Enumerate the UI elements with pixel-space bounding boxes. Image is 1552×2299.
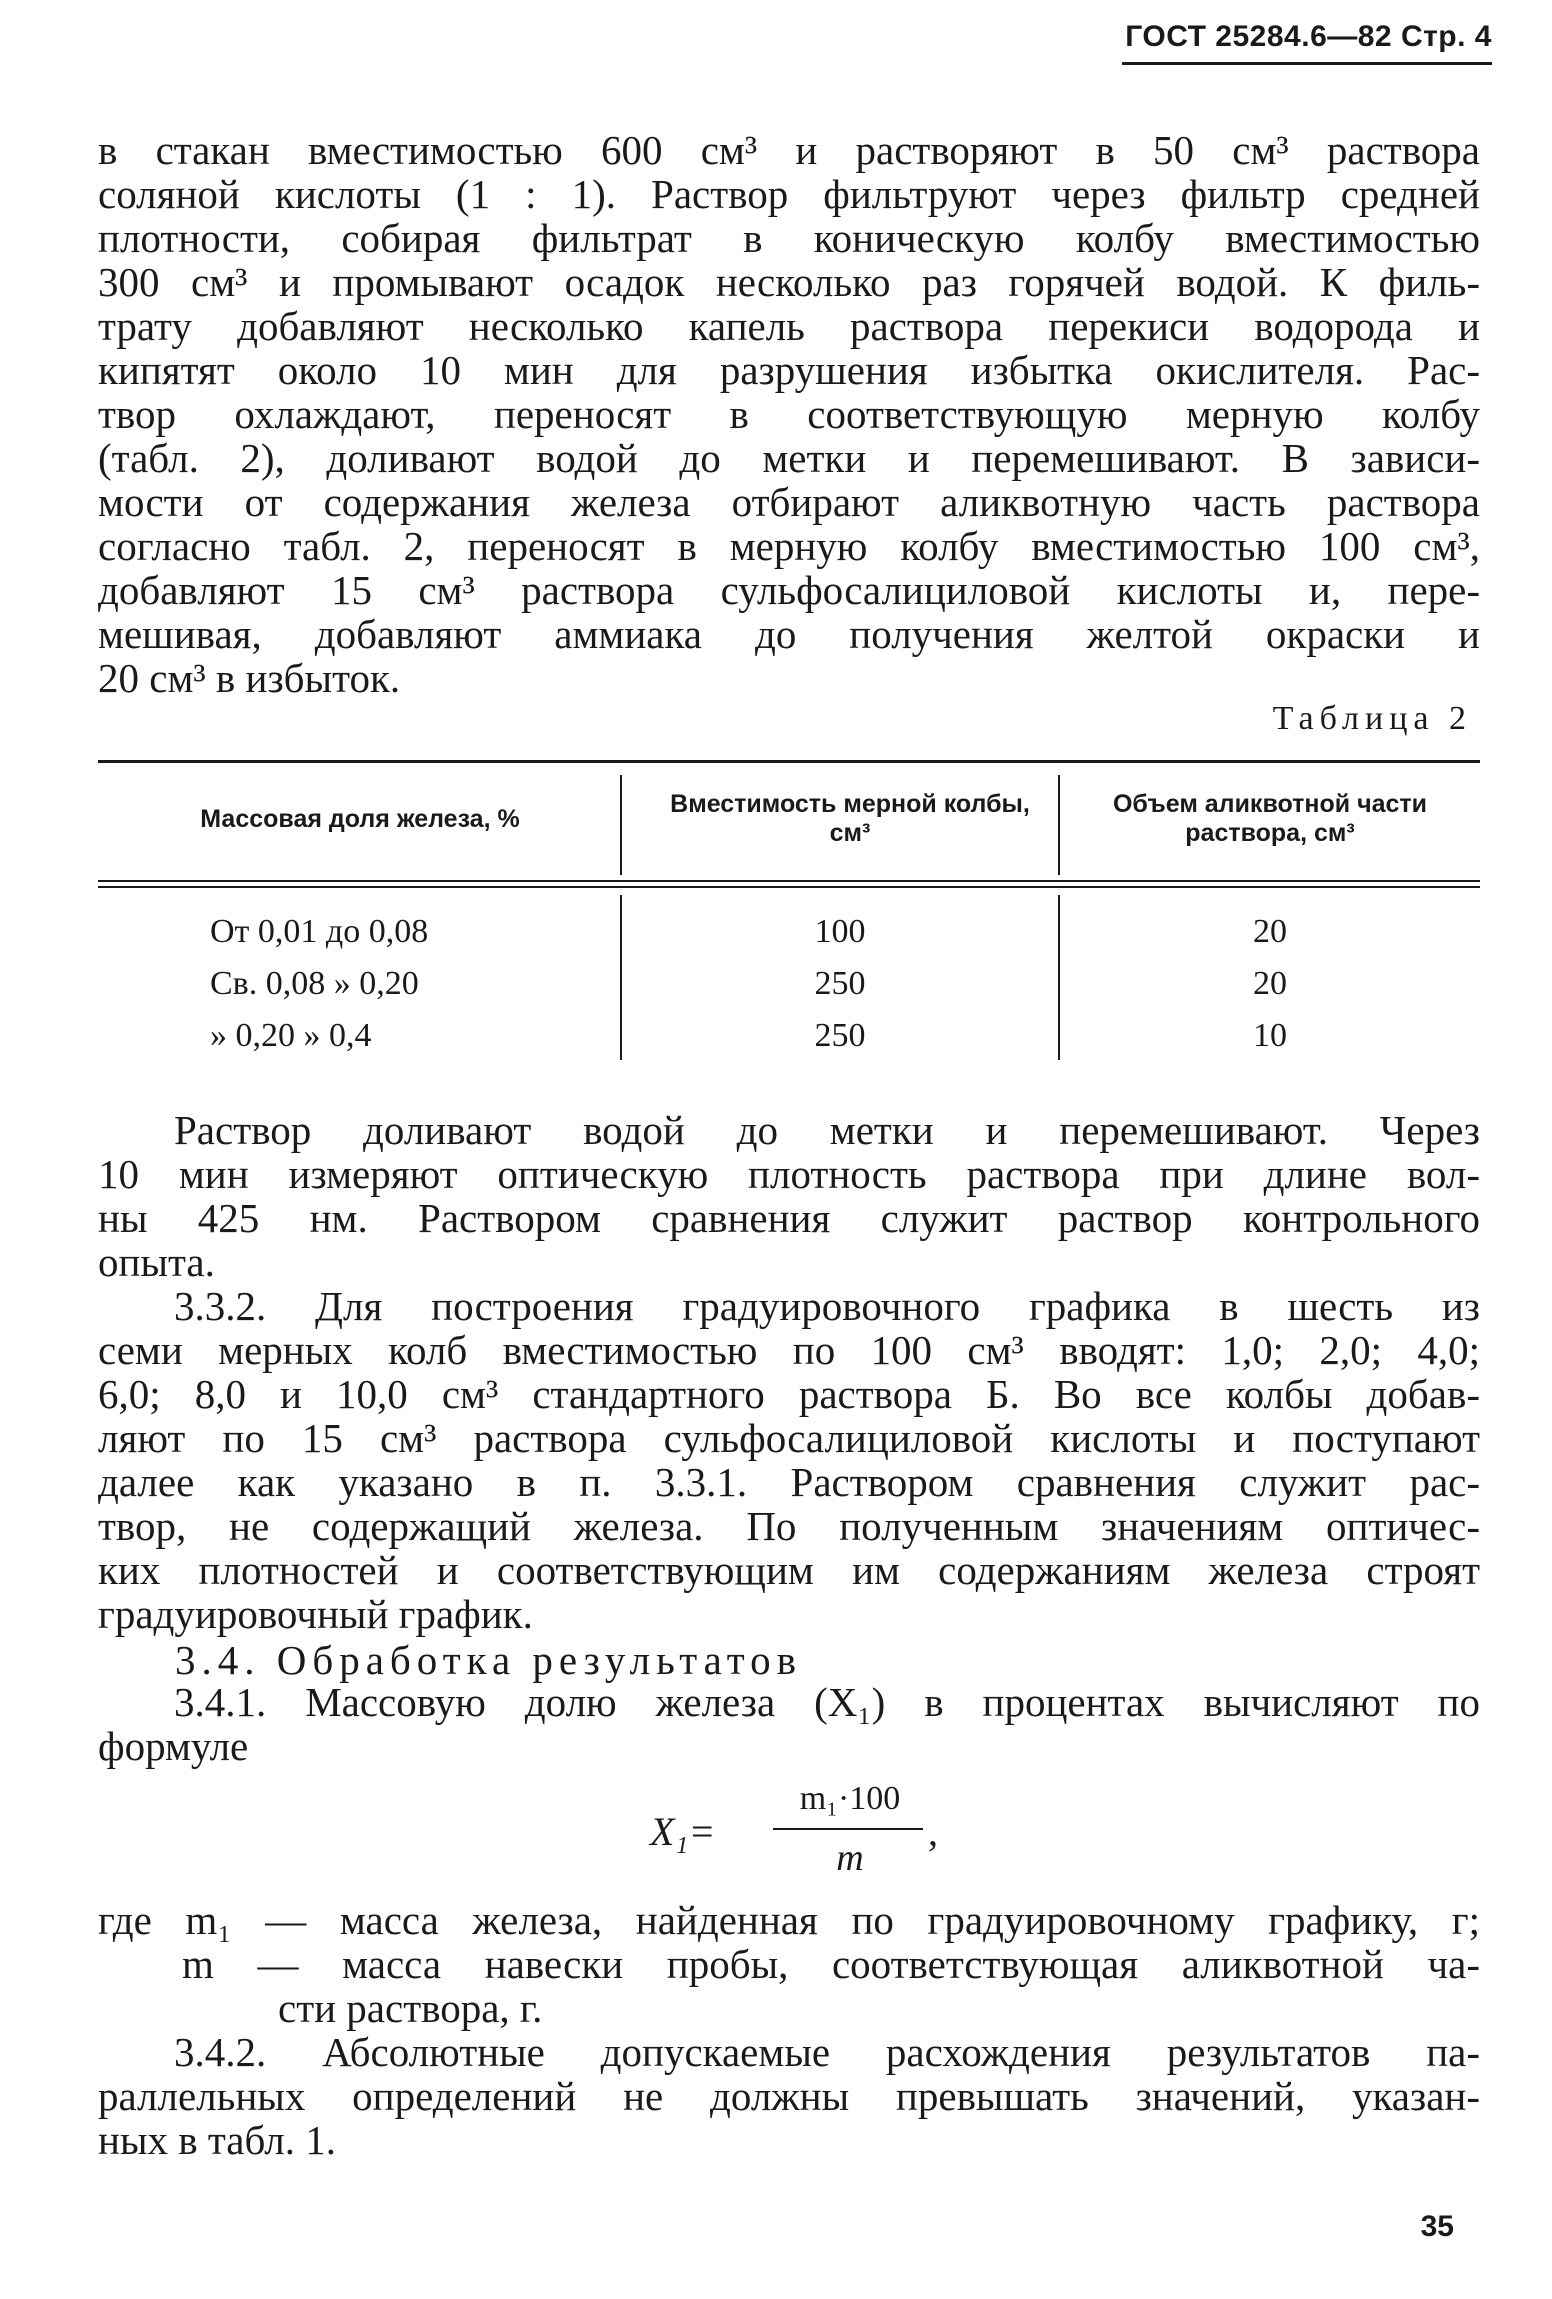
text-line: согласно табл. 2, переносят в мерную колбу вместимостью 100 см³,: [98, 523, 1480, 569]
table-header-divider: [620, 775, 622, 875]
paragraph-2: [98, 1108, 1480, 1284]
text-line: раллельных определений не должны превышать значений, указан-: [98, 2073, 1480, 2119]
text-line: ляют по 15 см³ раствора сульфосалициловой кислоты и поступают: [98, 1415, 1480, 1461]
table-caption: Таблица 2: [1272, 700, 1472, 737]
text-line: сти раствора, г.: [278, 1985, 543, 2031]
table-header-flask-volume: Вместимость мерной колбы, см³: [670, 790, 1030, 847]
text-line: ных в табл. 1.: [98, 2117, 337, 2163]
fraction-bar: [773, 1828, 923, 1830]
paragraph-1: [98, 128, 1480, 700]
table-cell-aliquot: 20: [1253, 965, 1287, 1002]
page-header: ГОСТ 25284.6—82 Стр. 4: [1125, 20, 1492, 53]
table-header-divider: [1058, 775, 1060, 875]
table-top-rule: [98, 760, 1480, 763]
text-line: трату добавляют несколько капель раствора перекиси водорода и: [98, 303, 1480, 349]
table-header-rule: [98, 880, 1480, 882]
text-line: далее как указано в п. 3.3.1. Раствором сравнения служит рас-: [98, 1459, 1480, 1505]
text-line: m — масса навески пробы, соответствующая аликвотной ча-: [182, 1941, 1480, 1987]
text-line: 3.4.1. Массовую долю железа (X₁) в процентах вычисляют по: [174, 1679, 1480, 1725]
text-line: добавляют 15 см³ раствора сульфосалициловой кислоты и, пере-: [98, 567, 1480, 613]
header-rule: [1122, 62, 1492, 65]
text-line: семи мерных колб вместимостью по 100 см³ вводят: 1,0; 2,0; 4,0;: [98, 1327, 1480, 1373]
text-line: твор охлаждают, переносят в соответствующую мерную колбу: [98, 391, 1480, 437]
text-line: ких плотностей и соответствующим им содержаниям железа строят: [98, 1547, 1480, 1593]
formula-numerator: m₁·100: [799, 1780, 901, 1817]
text-line: твор, не содержащий железа. По полученным значениям оптичес-: [98, 1503, 1480, 1549]
paragraph-4: [98, 1680, 1480, 1768]
text-line: в стакан вместимостью 600 см³ и растворяют в 50 см³ раствора: [98, 127, 1480, 173]
text-line: 300 см³ и промывают осадок несколько раз горячей водой. К филь-: [98, 259, 1480, 305]
text-line: кипятят около 10 мин для разрушения избытка окислителя. Рас-: [98, 347, 1480, 393]
text-line: градуировочный график.: [98, 1591, 533, 1637]
paragraph-3: [98, 1284, 1480, 1636]
formula-trail: ,: [928, 1809, 938, 1854]
text-line: 3.3.2. Для построения градуировочного графика в шесть из: [174, 1283, 1480, 1329]
table-header-rule: [98, 886, 1480, 888]
text-line: соляной кислоты (1 : 1). Раствор фильтруют через фильтр средней: [98, 171, 1480, 217]
table-cell-range: От 0,01 до 0,08: [210, 913, 429, 950]
table-cell-flask: 250: [814, 1017, 866, 1054]
text-line: где m₁ — масса железа, найденная по градуировочному графику, г;: [98, 1897, 1480, 1943]
table-body-divider: [1058, 895, 1060, 1060]
text-line: 10 мин измеряют оптическую плотность раствора при длине вол-: [98, 1151, 1480, 1197]
text-line: ны 425 нм. Раствором сравнения служит раствор контрольного: [98, 1195, 1480, 1241]
table-cell-range: Св. 0,08 » 0,20: [210, 965, 419, 1002]
section-heading: 3.4. Обработка результатов: [175, 1637, 803, 1683]
text-line: 6,0; 8,0 и 10,0 см³ стандартного раствора Б. Во все колбы добав-: [98, 1371, 1480, 1417]
text-line: 3.4.2. Абсолютные допускаемые расхождения результатов па-: [174, 2029, 1480, 2075]
formula-lhs: X₁=: [650, 1809, 716, 1854]
formula-denominator: m: [836, 1837, 864, 1879]
formula: [650, 1780, 950, 1890]
text-line: (табл. 2), доливают водой до метки и перемешивают. В зависи-: [98, 435, 1480, 481]
where-clause: [98, 1898, 1480, 2030]
text-line: формуле: [98, 1723, 249, 1769]
text-line: плотности, собирая фильтрат в коническую колбу вместимостью: [98, 215, 1480, 261]
text-line: Раствор доливают водой до метки и перемешивают. Через: [174, 1107, 1480, 1153]
text-line: 20 см³ в избыток.: [98, 655, 401, 701]
text-line: мости от содержания железа отбирают аликвотную часть раствора: [98, 479, 1480, 525]
table-cell-aliquot: 10: [1253, 1017, 1287, 1054]
text-line: опыта.: [98, 1239, 215, 1285]
table-cell-flask: 100: [814, 913, 866, 950]
table-body-divider: [620, 895, 622, 1060]
page-number: 35: [1420, 2210, 1454, 2243]
table-header-aliquot-volume: Объем аликвотной части раствора, см³: [1112, 790, 1427, 847]
table-cell-range: » 0,20 » 0,4: [210, 1017, 372, 1054]
table-header-mass-fraction: Массовая доля железа, %: [200, 805, 520, 833]
table-cell-aliquot: 20: [1253, 913, 1287, 950]
text-line: мешивая, добавляют аммиака до получения желтой окраски и: [98, 611, 1480, 657]
paragraph-5: [98, 2030, 1480, 2162]
table-cell-flask: 250: [814, 965, 866, 1002]
